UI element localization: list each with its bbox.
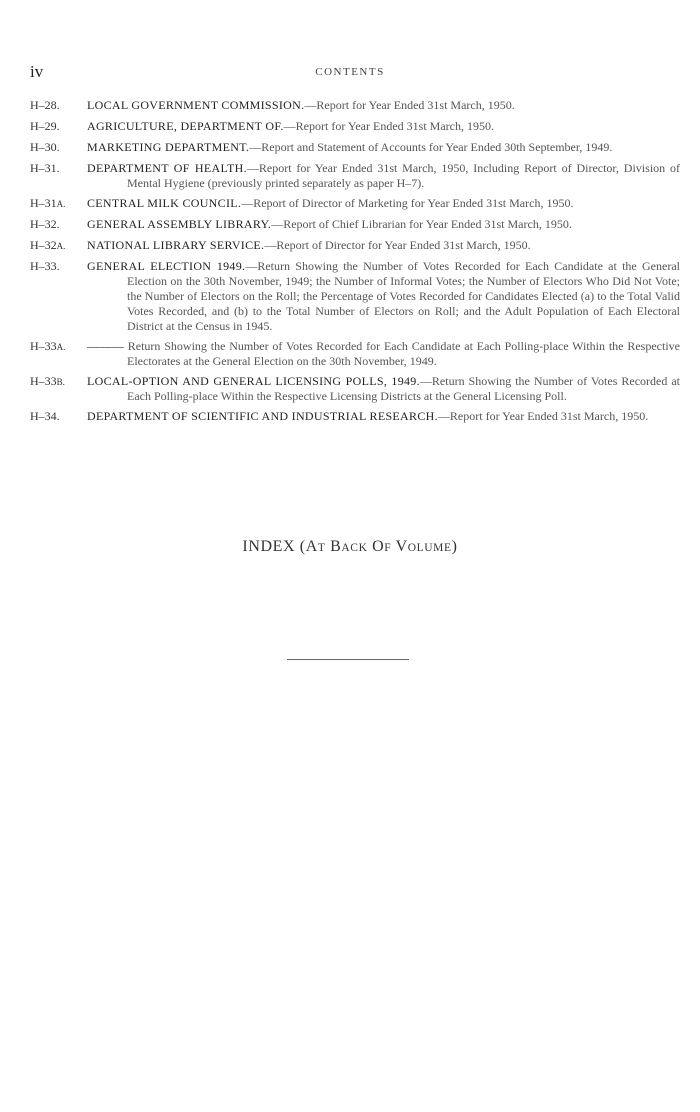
contents-entry-h31 (30, 161, 680, 191)
contents-entry-h31a (30, 196, 680, 212)
entry-heading: NATIONAL LIBRARY SERVICE. (87, 238, 265, 252)
entry-heading: DEPARTMENT OF HEALTH. (87, 161, 247, 175)
entry-heading: LOCAL-OPTION AND GENERAL LICENSING POLLS, 1949. (87, 374, 420, 388)
entry-heading: MARKETING DEPARTMENT. (87, 140, 250, 154)
entry-description: —Report of Director for Year Ended 31st March, 1950. (264, 238, 531, 252)
entry-description: —Report for Year Ended 31st March, 1950, Including Report of Director, Division of Mental Hygiene (previously printed separately as paper H–7). (127, 161, 681, 190)
contents-entry-h32 (30, 217, 680, 233)
contents-entry-h32a (30, 238, 680, 254)
paper-code: H–31A. (30, 196, 66, 210)
entry-description: —Return Showing the Number of Votes Recorded for Each Candidate at the General Election on the 30th November, 1949; the Number of Informal Votes; the Number of Electors Who Did Not Vote; the Number of Electors on the Roll; the Percentage of Votes Recorded for Candidates Elected (a) to the Total Valid Votes Recorded, and (b) to the Total Number of Electors on Roll; and the Adult Population of Each Electoral District at the Census in 1945. (127, 259, 680, 333)
contents-entry-h28 (30, 98, 680, 114)
entry-title (87, 409, 680, 424)
contents-entry-h33 (30, 259, 680, 334)
page-number: iv (30, 62, 44, 81)
entry-title (87, 259, 680, 334)
paper-code: H–33A. (30, 339, 66, 353)
paper-code: H–28. (30, 98, 60, 112)
divider-rule (287, 659, 409, 660)
entry-title (87, 339, 680, 369)
contents-entry-h34 (30, 409, 680, 425)
paper-code: H–32. (30, 217, 60, 231)
contents-list (30, 98, 680, 430)
entry-heading: CENTRAL MILK COUNCIL. (87, 196, 242, 210)
index-note: INDEX (AT BACK OF VOLUME) (242, 538, 458, 555)
entry-title (87, 196, 680, 211)
paper-code: H–32A. (30, 238, 66, 252)
entry-title (87, 140, 680, 155)
entry-title (87, 238, 680, 253)
entry-title (87, 217, 680, 232)
contents-entry-h30 (30, 140, 680, 156)
entry-description: —Return Showing the Number of Votes Recorded at Each Polling-place Within the Respective Licensing Districts at the General Licensing Poll. (127, 374, 680, 403)
entry-description: Return Showing the Number of Votes Recorded for Each Candidate at Each Polling-place Within the Respective Electorates at the General Election on the 30th November, 1949. (123, 339, 680, 368)
paper-code: H–31. (30, 161, 60, 175)
contents-entry-h29 (30, 119, 680, 135)
paper-code: H–30. (30, 140, 60, 154)
entry-heading: AGRICULTURE, DEPARTMENT OF. (87, 119, 284, 133)
entry-description: —Report for Year Ended 31st March, 1950. (304, 98, 515, 112)
entry-heading: LOCAL GOVERNMENT COMMISSION. (87, 98, 305, 112)
entry-heading: GENERAL ASSEMBLY LIBRARY. (87, 217, 272, 231)
entry-title (87, 374, 680, 404)
entry-heading: GENERAL ELECTION 1949. (87, 259, 246, 273)
paper-code: H–34. (30, 409, 60, 423)
ditto-dash: ——— (87, 339, 124, 353)
entry-description: —Report and Statement of Accounts for Year Ended 30th September, 1949. (249, 140, 613, 154)
paper-code: H–33. (30, 259, 60, 273)
entry-heading: DEPARTMENT OF SCIENTIFIC AND INDUSTRIAL RESEARCH. (87, 409, 438, 423)
entry-title (87, 98, 680, 113)
running-head: CONTENTS (315, 66, 385, 78)
paper-code: H–33B. (30, 374, 65, 388)
entry-description: —Report for Year Ended 31st March, 1950. (437, 409, 649, 423)
entry-description: —Report for Year Ended 31st March, 1950. (283, 119, 494, 133)
entry-title (87, 161, 680, 191)
contents-entry-h33b (30, 374, 680, 404)
paper-code: H–29. (30, 119, 60, 133)
contents-entry-h33a (30, 339, 680, 369)
entry-description: —Report of Chief Librarian for Year Ended 31st March, 1950. (271, 217, 572, 231)
entry-description: —Report of Director of Marketing for Year Ended 31st March, 1950. (241, 196, 574, 210)
entry-title (87, 119, 680, 134)
